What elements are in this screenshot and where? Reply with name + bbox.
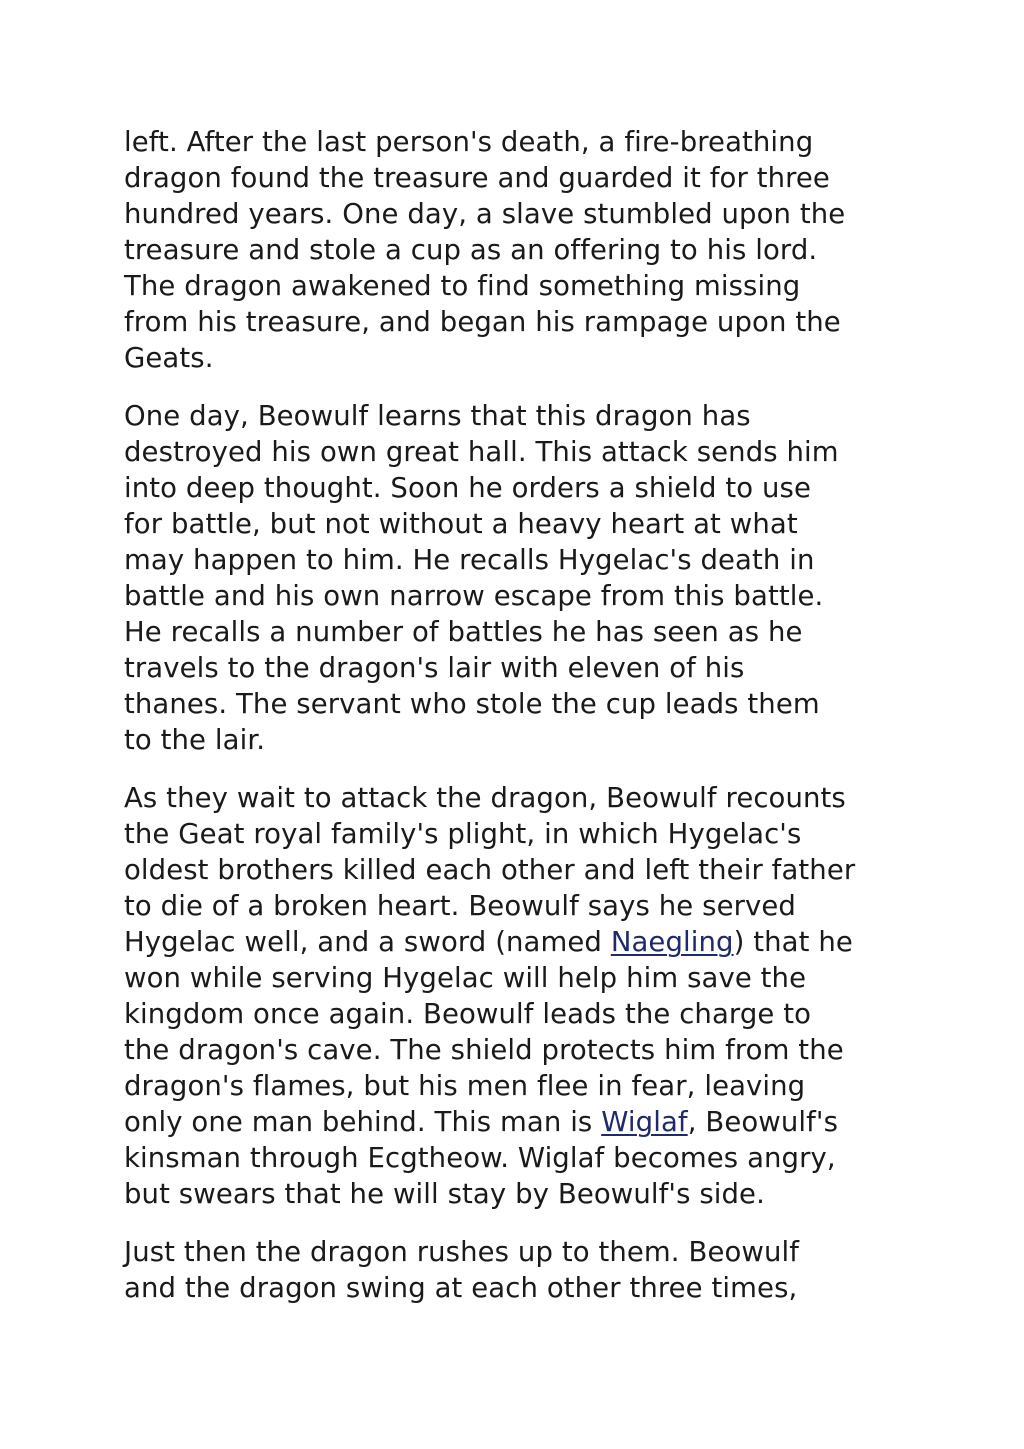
paragraph bbox=[124, 780, 914, 1212]
text-line: kingdom once again. Beowulf leads the charge to bbox=[124, 998, 812, 1030]
text-line-with-link bbox=[124, 1104, 914, 1140]
text-line: won while serving Hygelac will help him save the bbox=[124, 962, 807, 994]
text-line: from his treasure, and began his rampage upon the bbox=[124, 306, 841, 338]
text-line: oldest brothers killed each other and left their father bbox=[124, 854, 856, 886]
paragraph bbox=[124, 1234, 914, 1306]
text-line: As they wait to attack the dragon, Beowulf recounts bbox=[124, 782, 846, 814]
text-line: to die of a broken heart. Beowulf says he served bbox=[124, 890, 796, 922]
text-line: may happen to him. He recalls Hygelac's death in bbox=[124, 544, 815, 576]
naegling-link[interactable]: Naegling bbox=[610, 926, 734, 958]
text-line: One day, Beowulf learns that this dragon has bbox=[124, 400, 751, 432]
text-line: to the lair. bbox=[124, 724, 266, 756]
text-segment: only one man behind. This man is bbox=[124, 1106, 602, 1138]
text-segment: Hygelac well, and a sword (named bbox=[124, 926, 611, 958]
text-line: travels to the dragon's lair with eleven of his bbox=[124, 652, 745, 684]
text-line: He recalls a number of battles he has seen as he bbox=[124, 616, 803, 648]
text-line: for battle, but not without a heavy heart at what bbox=[124, 508, 798, 540]
text-line: and the dragon swing at each other three times, bbox=[124, 1272, 798, 1304]
text-line: thanes. The servant who stole the cup leads them bbox=[124, 688, 820, 720]
text-line: the dragon's cave. The shield protects him from the bbox=[124, 1034, 844, 1066]
text-line: Just then the dragon rushes up to them. Beowulf bbox=[124, 1236, 800, 1268]
text-line: battle and his own narrow escape from this battle. bbox=[124, 580, 824, 612]
paragraph bbox=[124, 398, 914, 758]
text-line-with-link bbox=[124, 924, 914, 960]
text-line: destroyed his own great hall. This attack sends him bbox=[124, 436, 839, 468]
text-segment: , Beowulf's bbox=[687, 1106, 839, 1138]
text-line: The dragon awakened to find something missing bbox=[124, 270, 801, 302]
text-segment: ) that he bbox=[733, 926, 853, 958]
text-line: the Geat royal family's plight, in which Hygelac's bbox=[124, 818, 802, 850]
text-line: kinsman through Ecgtheow. Wiglaf becomes angry, bbox=[124, 1142, 836, 1174]
paragraph bbox=[124, 124, 914, 376]
text-line: into deep thought. Soon he orders a shield to use bbox=[124, 472, 811, 504]
document-body bbox=[124, 124, 914, 1328]
text-line: dragon's flames, but his men flee in fear, leaving bbox=[124, 1070, 806, 1102]
text-line: Geats. bbox=[124, 342, 214, 374]
text-line: hundred years. One day, a slave stumbled upon the bbox=[124, 198, 846, 230]
wiglaf-link[interactable]: Wiglaf bbox=[601, 1106, 688, 1138]
text-line: dragon found the treasure and guarded it for three bbox=[124, 162, 830, 194]
text-line: treasure and stole a cup as an offering to his lord. bbox=[124, 234, 818, 266]
text-line: but swears that he will stay by Beowulf's side. bbox=[124, 1178, 765, 1210]
text-line: left. After the last person's death, a fire-breathing bbox=[124, 126, 814, 158]
